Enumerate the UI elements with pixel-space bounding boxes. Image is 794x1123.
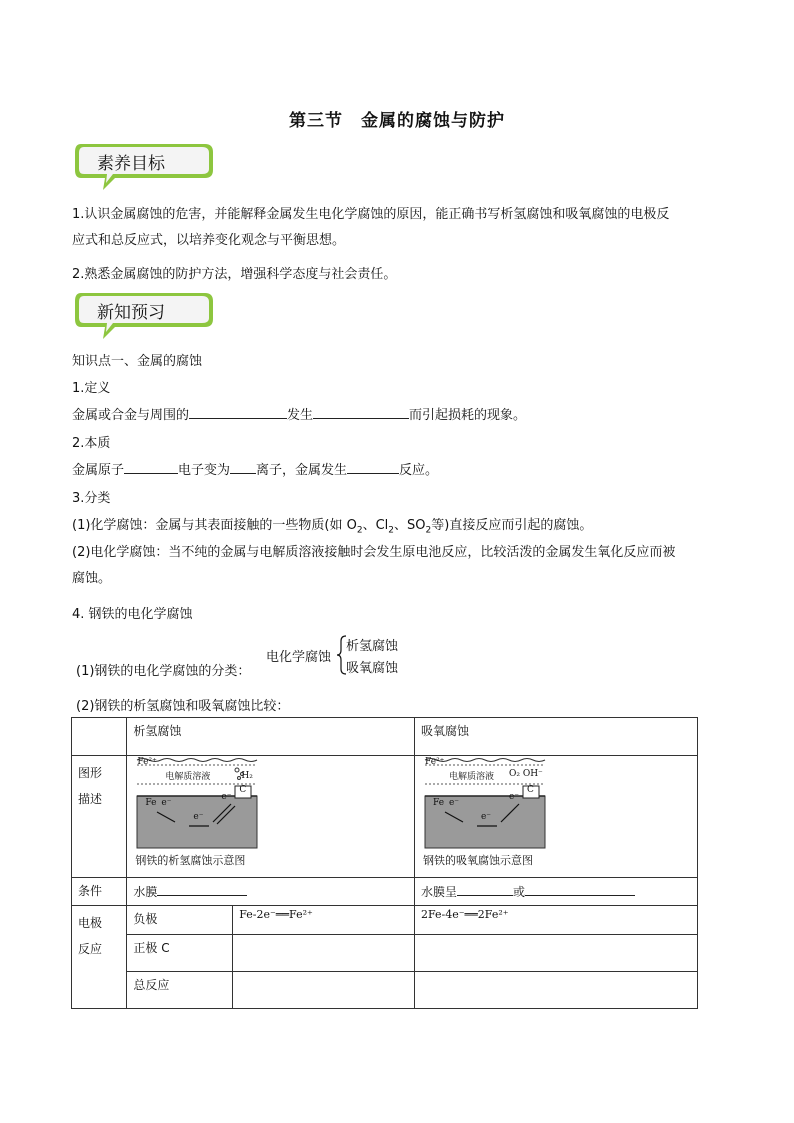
- hydrogen-total-reaction[interactable]: [233, 972, 415, 1009]
- figure-label: [72, 756, 127, 878]
- comparison-heading: (2)钢铁的析氢腐蚀和吸氧腐蚀比较：: [76, 699, 290, 714]
- fig-solution-label: 电解质溶液: [448, 772, 494, 782]
- hydrogen-condition: [127, 878, 415, 906]
- table-row-condition: [72, 878, 698, 906]
- fig-fe-label: Fe: [145, 798, 157, 808]
- fig-fe2-label: Fe²⁺: [424, 757, 445, 767]
- fig-h2-label: H₂: [241, 771, 253, 781]
- fig-fe2-label: Fe²⁺: [137, 757, 157, 767]
- chem-part-c: 、SO: [394, 518, 426, 533]
- chemical-corrosion: [72, 514, 592, 536]
- nature-text: [72, 459, 438, 478]
- table-row-figure: [72, 756, 698, 878]
- chem-part-b: 、Cl: [362, 518, 389, 533]
- oxygen-positive-reaction[interactable]: [414, 935, 697, 972]
- fill-blank[interactable]: [525, 882, 635, 896]
- electrochemical-corrosion-1: (2)电化学腐蚀：当不纯的金属与电解质溶液接触时会发生原电池反应，比较活泼的金属发生氧化反应而被: [72, 545, 676, 560]
- table-row-positive: [72, 935, 698, 972]
- brace-option-hydrogen: 析氢腐蚀: [346, 639, 399, 654]
- fig-electron-label: e⁻: [508, 792, 520, 802]
- total-label: 总反应: [127, 972, 233, 1009]
- electrochemical-corrosion-2: 腐蚀。: [72, 571, 112, 586]
- col-hydrogen-header: 析氢腐蚀: [127, 718, 415, 756]
- definition-text: [72, 404, 526, 423]
- condition-label: 条件: [72, 878, 127, 906]
- fig-electron-label: e⁻: [193, 812, 204, 822]
- table-cell: [72, 718, 127, 756]
- definition-part-a: 金属或合金与周围的: [72, 408, 190, 423]
- oxygen-condition: [414, 878, 697, 906]
- definition-part-c: 而引起损耗的现象。: [409, 408, 527, 423]
- electrode-label: [72, 906, 127, 1009]
- nature-heading: 2.本质: [72, 436, 111, 451]
- goals-tag-label: 素养目标: [97, 154, 165, 174]
- fill-blank[interactable]: [230, 460, 256, 474]
- subscript: 2: [356, 525, 363, 536]
- hydrogen-figure-cell: [127, 756, 415, 878]
- fig-carbon-label: C: [239, 785, 247, 795]
- definition-part-b: 发生: [287, 408, 314, 423]
- classification-heading: 3.分类: [72, 491, 111, 506]
- subscript: 2: [425, 525, 432, 536]
- col-oxygen-header: 吸氧腐蚀: [414, 718, 697, 756]
- fig-electron-label: e⁻: [221, 792, 232, 802]
- figure-label-2: 描述: [78, 792, 103, 806]
- fig-fe-label: Fe: [432, 798, 445, 808]
- fill-blank[interactable]: [124, 460, 178, 474]
- positive-label: 正极 C: [127, 935, 233, 972]
- preview-tag-label: 新知预习: [97, 303, 165, 323]
- chem-part-d: 等)直接反应而引起的腐蚀。: [431, 518, 593, 533]
- oxygen-figure-caption: 钢铁的吸氧腐蚀示意图: [422, 854, 533, 867]
- hydrogen-negative-reaction: Fe-2e⁻══Fe²⁺: [233, 906, 415, 935]
- condition-text: 水膜: [133, 885, 158, 899]
- steel-corrosion-heading: 4. 钢铁的电化学腐蚀: [72, 607, 193, 622]
- figure-label-1: 图形: [78, 766, 103, 780]
- oxygen-figure-cell: [414, 756, 697, 878]
- table-row-negative: [72, 906, 698, 935]
- nature-part-a: 金属原子: [72, 463, 125, 478]
- nature-part-c: 离子，金属发生: [256, 463, 348, 478]
- section-tag-preview: [75, 289, 217, 347]
- electrode-label-1: 电极: [78, 916, 103, 930]
- hydrogen-figure: [133, 756, 403, 874]
- oxygen-figure: [421, 756, 691, 874]
- nature-part-d: 反应。: [399, 463, 439, 478]
- table-header-row: [72, 718, 698, 756]
- chem-part-a: (1)化学腐蚀：金属与其表面接触的一些物质(如 O: [72, 518, 357, 533]
- oxygen-negative-reaction: 2Fe-4e⁻══2Fe²⁺: [414, 906, 697, 935]
- comparison-table: [71, 717, 698, 1009]
- hydrogen-positive-reaction[interactable]: [233, 935, 415, 972]
- fig-carbon-label: C: [526, 785, 534, 795]
- page-title: 第三节 金属的腐蚀与防护: [289, 111, 505, 131]
- goal-item-1b: 应式和总反应式，以培养变化观念与平衡思想。: [72, 233, 346, 248]
- fig-electron-label: e⁻: [480, 812, 492, 822]
- knowledge-point-1-title: 知识点一、金属的腐蚀: [72, 354, 203, 369]
- oxygen-total-reaction[interactable]: [414, 972, 697, 1009]
- electrode-label-2: 反应: [78, 942, 103, 956]
- fill-blank[interactable]: [457, 882, 513, 896]
- brace-option-oxygen: 吸氧腐蚀: [346, 661, 399, 676]
- fig-solution-label: 电解质溶液: [165, 772, 211, 782]
- fig-electron-label: e⁻: [448, 798, 460, 808]
- condition-or: 或: [513, 885, 526, 899]
- brace-label: 电化学腐蚀: [266, 650, 332, 665]
- fill-blank[interactable]: [157, 882, 247, 896]
- steel-classification: (1)钢铁的电化学腐蚀的分类：: [76, 664, 251, 679]
- fig-o2-oh-label: O₂ OH⁻: [508, 769, 543, 779]
- table-row-total: [72, 972, 698, 1009]
- subscript: 2: [388, 525, 395, 536]
- goal-item-2: 2.熟悉金属腐蚀的防护方法，增强科学态度与社会责任。: [72, 267, 397, 282]
- fill-blank[interactable]: [347, 460, 399, 474]
- definition-heading: 1.定义: [72, 381, 111, 396]
- fill-blank[interactable]: [313, 405, 409, 419]
- fig-electron-label: e⁻: [161, 798, 172, 808]
- section-tag-goals: [75, 140, 217, 198]
- condition-text: 水膜呈: [420, 885, 457, 899]
- hydrogen-figure-caption: 钢铁的析氢腐蚀示意图: [135, 854, 246, 867]
- goal-item-1a: 1.认识金属腐蚀的危害，并能解释金属发生电化学腐蚀的原因，能正确书写析氢腐蚀和吸氧腐蚀的电极反: [72, 207, 670, 222]
- nature-part-b: 电子变为: [178, 463, 231, 478]
- negative-label: 负极: [127, 906, 233, 935]
- fill-blank[interactable]: [189, 405, 287, 419]
